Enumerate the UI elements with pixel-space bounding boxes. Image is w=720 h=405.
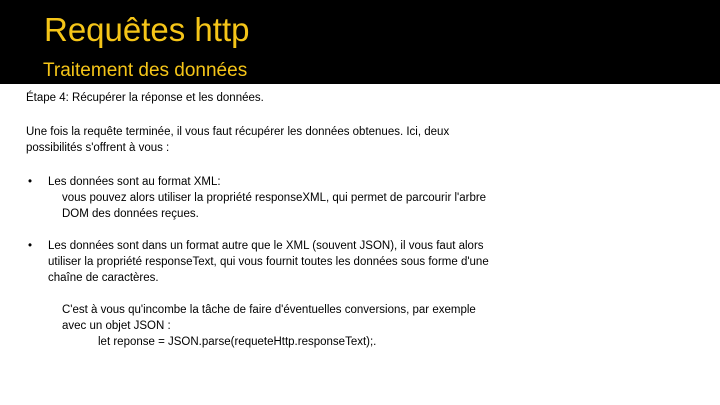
intro-paragraph	[26, 124, 586, 156]
code-snippet: let reponse = JSON.parse(requeteHttp.responseText);.	[98, 336, 377, 348]
bullet-item-xml	[26, 174, 586, 222]
bullet-xml-line-3: DOM des données reçues.	[62, 208, 199, 220]
slide-header	[0, 0, 720, 84]
step-text: Étape 4: Récupérer la réponse et les données.	[26, 92, 264, 104]
intro-line-2: possibilités s'offrent à vous :	[26, 142, 170, 154]
bullet-text-line-1: Les données sont dans un format autre que le XML (souvent JSON), il vous faut alors	[48, 240, 484, 252]
note-line-2: avec un objet JSON :	[62, 320, 171, 332]
intro-line-1: Une fois la requête terminée, il vous faut récupérer les données obtenues. Ici, deux	[26, 126, 450, 138]
bullet-dot: •	[28, 240, 33, 252]
note-paragraph	[62, 302, 586, 350]
slide-subtitle: Traitement des données	[43, 60, 248, 81]
bullet-text-line-3: chaîne de caractères.	[48, 272, 159, 284]
bullet-xml-line-2: vous pouvez alors utiliser la propriété responseXML, qui permet de parcourir l'arbre	[62, 192, 487, 204]
bullet-dot: •	[28, 176, 33, 188]
bullet-item-text	[26, 238, 586, 286]
note-line-1: C'est à vous qu'incombe la tâche de faire d'éventuelles conversions, par exemple	[62, 304, 476, 316]
slide-title: Requêtes http	[44, 11, 250, 48]
bullet-xml-line-1: Les données sont au format XML:	[48, 176, 221, 188]
bullet-text-line-2: utiliser la propriété responseText, qui vous fournit toutes les données sous forme d'une	[48, 256, 489, 268]
slide-content	[26, 90, 586, 350]
